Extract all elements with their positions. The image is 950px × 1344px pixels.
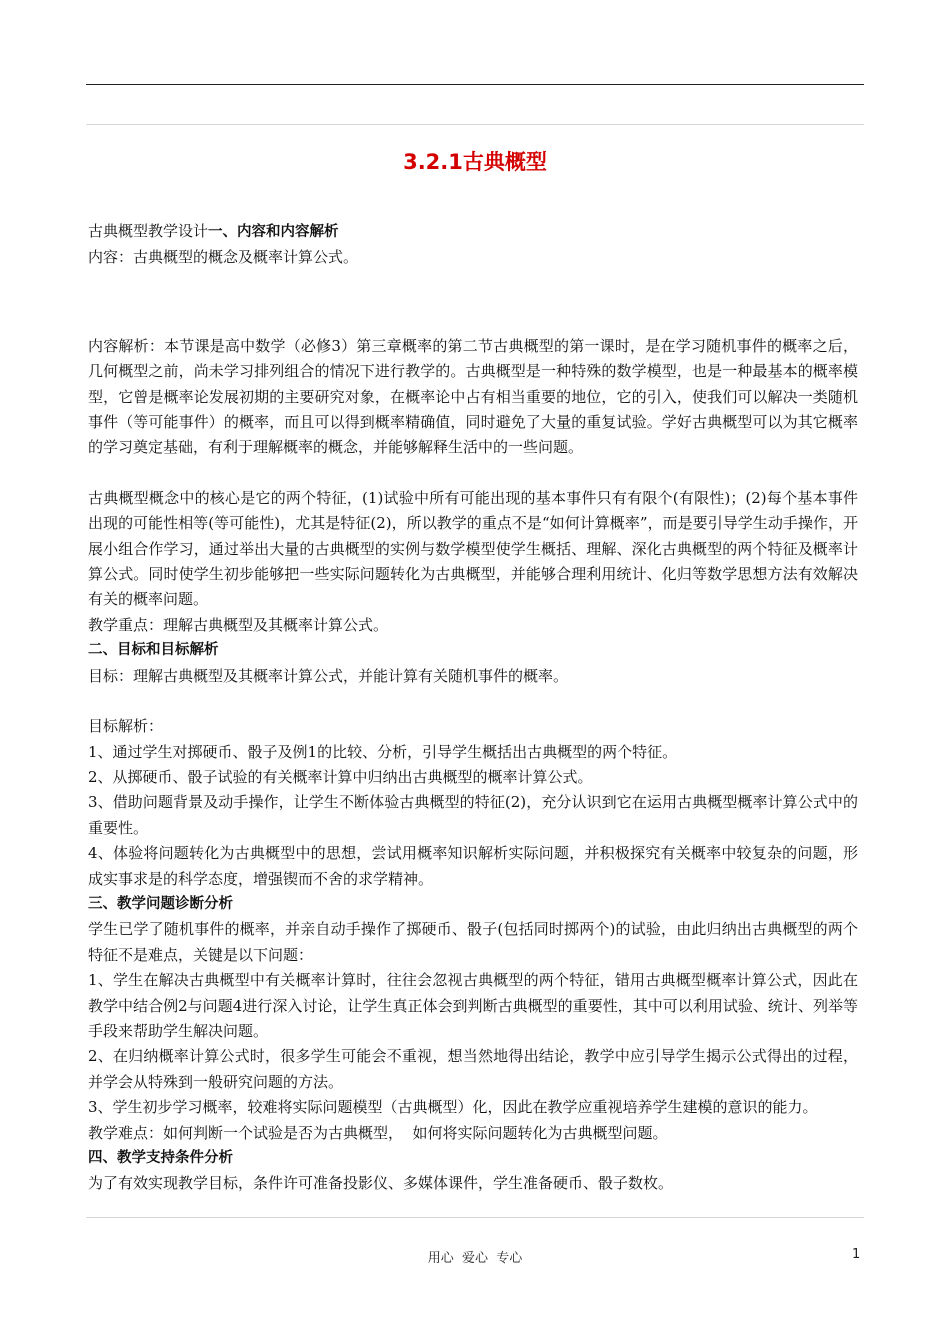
header-rule — [86, 84, 864, 85]
goal-item: 4、体验将问题转化为古典概型中的思想，尝试用概率知识解析实际问题，并积极探究有关概率中较复杂的问题，形成实事求是的科学态度，增强锲而不舍的求学精神。 — [88, 844, 858, 888]
goal-item: 1、通过学生对掷硬币、骰子及例1的比较、分析，引导学生概括出古典概型的两个特征。 — [88, 742, 678, 761]
support-line: 为了有效实现教学目标，条件许可准备投影仪、多媒体课件，学生准备硬币、骰子数枚。 — [88, 1174, 674, 1193]
diagnosis-intro: 学生已学了随机事件的概率，并亲自动手操作了掷硬币、骰子(包括同时掷两个)的试验，由此归纳出古典概型的两个特征不是难点，关键是以下问题： — [88, 920, 858, 964]
doc-body — [88, 219, 858, 1197]
goal-item: 3、借助问题背景及动手操作，让学生不断体验古典概型的特征(2)，充分认识到它在运用古典概型概率计算公式中的重要性。 — [88, 793, 858, 837]
key-point: 教学重点：理解古典概型及其概率计算公式。 — [88, 615, 389, 634]
diagnosis-item: 3、学生初步学习概率，较难将实际问题模型（古典概型）化，因此在教学应重视培养学生建模的意识的能力。 — [88, 1098, 818, 1117]
content-line: 内容：古典概型的概念及概率计算公式。 — [88, 248, 359, 267]
goal-analysis-title: 目标解析： — [88, 717, 164, 736]
doc-title: 3.2.1古典概型 — [403, 150, 547, 174]
goal-line: 目标：理解古典概型及其概率计算公式，并能计算有关随机事件的概率。 — [88, 666, 569, 685]
intro-line — [88, 219, 858, 245]
intro-prefix: 古典概型教学设计 — [88, 222, 209, 240]
goal-item: 2、从掷硬币、骰子试验的有关概率计算中归纳出古典概型的概率计算公式。 — [88, 767, 593, 786]
diagnosis-item: 2、在归纳概率计算公式时，很多学生可能会不重视，想当然地得出结论，教学中应引导学生揭示公式得出的过程，并学会从特殊到一般研究问题的方法。 — [88, 1047, 858, 1091]
header-rule-thin — [86, 124, 864, 125]
difficulty-line: 教学难点：如何判断一个试验是否为古典概型， 如何将实际问题转化为古典概型问题。 — [88, 1123, 668, 1142]
content-analysis-paragraph: 内容解析：本节课是高中数学（必修3）第三章概率的第二节古典概型的第一课时，是在学习随机事件的概率之后，几何概型之前，尚未学习排列组合的情况下进行教学的。古典概型是一种特殊的数学模型，也是一种最基本的概率模型，它曾是概率论发展初期的主要研究对象，在概率论中占有相当重要的地位，它的引入，使我们可以解决一类随机事件（等可能事件）的概率，而且可以得到概率精确值，同时避免了大量的重复试验。学好古典概型可以为其它概率的学习奠定基础，有利于理解概率的概念，并能够解释生活中的一些问题。 — [88, 336, 858, 457]
footer-rule — [86, 1217, 864, 1218]
section-heading-3: 三、教学问题诊断分析 — [88, 895, 233, 912]
page-number: 1 — [852, 1247, 861, 1262]
section-heading-1: 一、内容和内容解析 — [208, 224, 339, 240]
core-features-paragraph: 古典概型概念中的核心是它的两个特征，(1)试验中所有可能出现的基本事件只有有限个(有限性)；(2)每个基本事件出现的可能性相等(等可能性)，尤其是特征(2)，所以教学的重点不是“如何计算概率”，而是要引导学生动手操作，开展小组合作学习，通过举出大量的古典概型的实例与数学模型使学生概括、理解、深化古典概型的两个特征及概率计算公式。同时使学生初步能够把一些实际问题转化为古典概型，并能够合理利用统计、化归等数学思想方法有效解决有关的概率问题。 — [88, 488, 858, 609]
footer-slogan: 用心 爱心 专心 — [427, 1251, 523, 1266]
diagnosis-item: 1、学生在解决古典概型中有关概率计算时，往往会忽视古典概型的两个特征，错用古典概型概率计算公式，因此在教学中结合例2与问题4进行深入讨论，让学生真正体会到判断古典概型的重要性，其中可以利用试验、统计、列举等手段来帮助学生解决问题。 — [88, 971, 858, 1040]
section-heading-2: 二、目标和目标解析 — [88, 642, 219, 659]
section-heading-4: 四、教学支持条件分析 — [88, 1150, 233, 1166]
